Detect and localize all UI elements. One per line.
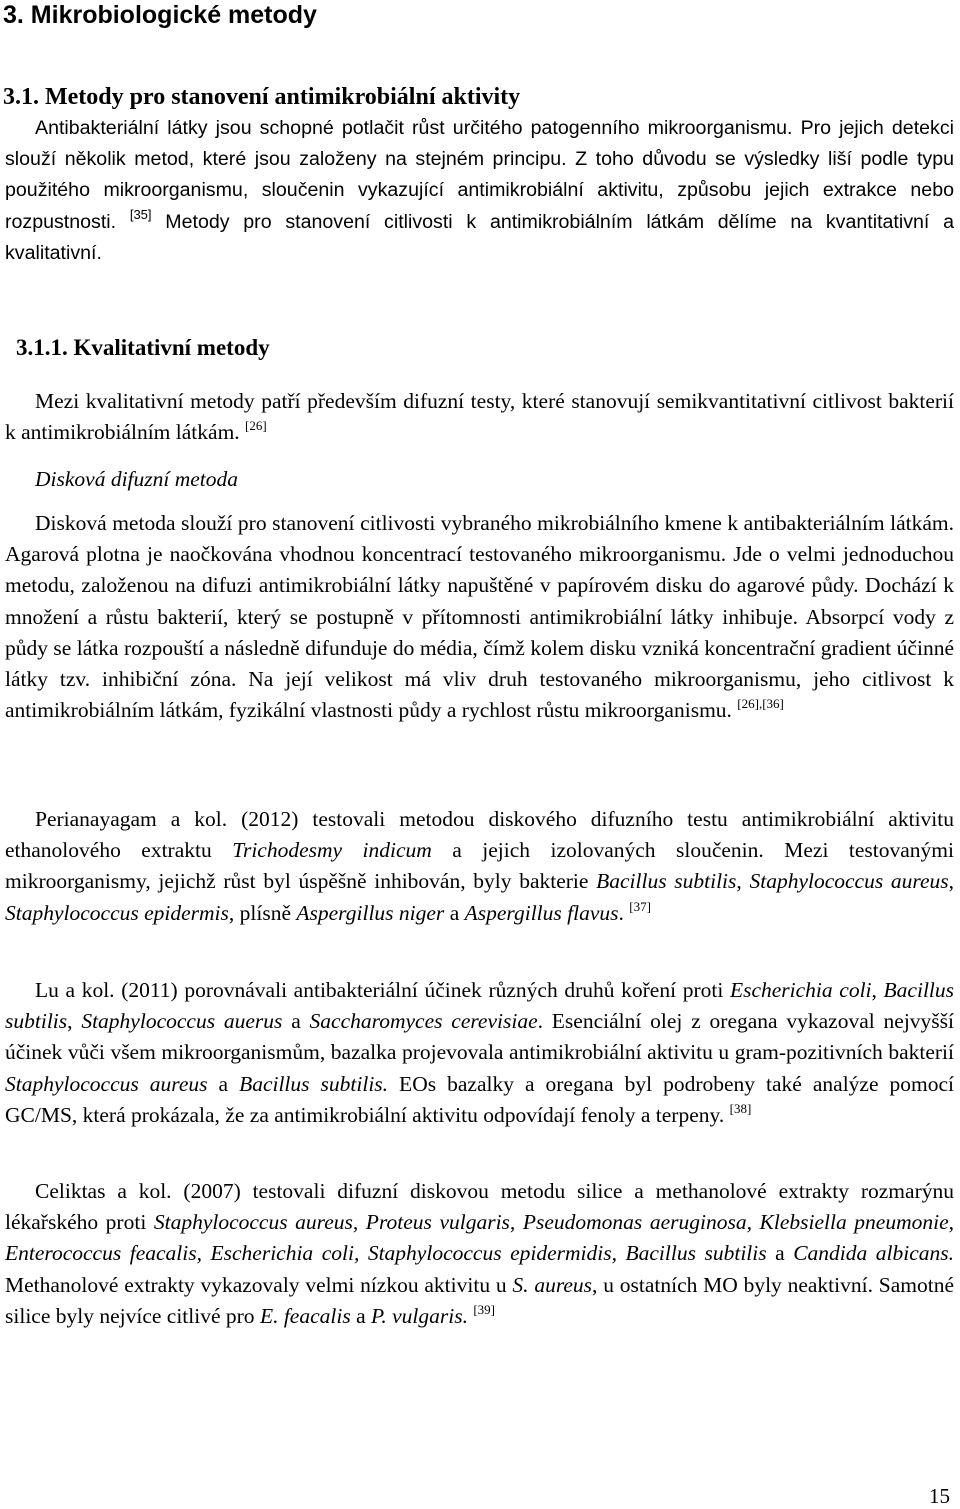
species-name: Bacillus subtilis bbox=[596, 869, 737, 894]
disk-method-text: Disková metoda slouží pro stanovení citlivosti vybraného mikrobiálního kmene k antibakteriálním látkám. Agarová plotna je naočkována vhodnou koncentrací testovaného mikroorganismu. Jde o velmi jednoduchou metodu, založenou na difuzi antimikrobiální látky napuštěné v papírovém disku do agarové půdy. Dochází k množení a růstu bakterií, který se postupně v přítomnosti antimikrobiální látky inhibuje. Absorpcí vody z půdy se látka rozpouští a následně difunduje do média, čímž kolem disku vzniká koncentrační gradient účinné látky tzv. inhibiční zóna. Na její velikost má vliv druh testovaného mikroorganismu, jeho citlivost k antimikrobiálním látkám, fyzikální vlastnosti půdy a rychlost růstu mikroorganismu. bbox=[5, 511, 954, 723]
qualitative-paragraph bbox=[5, 386, 954, 448]
chapter-title: 3. Mikrobiologické metody bbox=[3, 1, 317, 29]
qualitative-text: Mezi kvalitativní metody patří především difuzní testy, které stanovují semikvantitativní citlivost bakterií k antimikrobiálním látkám. bbox=[5, 389, 954, 445]
citation-ref: [35] bbox=[129, 206, 152, 222]
subsection-title: 3.1.1. Kvalitativní metody bbox=[16, 335, 270, 360]
celiktas-paragraph bbox=[5, 1176, 954, 1332]
section-title: 3.1. Metody pro stanovení antimikrobiální aktivity bbox=[3, 84, 521, 110]
species-name: Staphylococcus epidermis bbox=[5, 900, 229, 925]
species-name: E. feacalis bbox=[259, 1303, 351, 1328]
intro-text: Antibakteriální látky jsou schopné potlačit růst určitého patogenního mikroorganismu. Pro jejich detekci slouží několik metod, které jsou založeny na stejném principu. Z toho důvodu se výsledky liší podle typu použitého mikroorganismu, sloučenin vykazující antimikrobiální aktivitu, způsobu jejich extrakce nebo rozpustnosti. bbox=[5, 117, 954, 233]
citation-ref: [26],[36] bbox=[737, 696, 784, 712]
text-run: . Esenciální olej z oregana vykazoval nejvyšší účinek vůči všem mikroorganismům, bazalka projevovala antimikrobiální aktivitu u gram-pozitivních bakterií bbox=[5, 1009, 955, 1065]
text-run: , bbox=[67, 1009, 82, 1034]
intro-paragraph bbox=[5, 113, 954, 269]
text-run: , bbox=[871, 978, 884, 1002]
species-name: Staphylococcus aureus bbox=[5, 1071, 208, 1096]
species-name: Escherichia coli bbox=[729, 978, 872, 1002]
text-run: a jejich izolovaných sloučenin. Mezi testovanými mikroorganismy, jejichž růst byl úspěšně inhibován, byly bakterie bbox=[5, 838, 954, 894]
species-name: Aspergillus niger bbox=[296, 900, 445, 925]
citation-ref: [37] bbox=[629, 898, 651, 914]
text-run: a bbox=[766, 1241, 794, 1266]
disk-method-paragraph bbox=[5, 508, 954, 726]
species-name: S. aureus bbox=[512, 1272, 593, 1297]
intro-text-2: Metody pro stanovení citlivosti k antimikrobiálním látkám dělíme na kvantitativní a kvalitativní. bbox=[5, 210, 954, 264]
text-run: Perianayagam a kol. (2012) testovali metodou diskového difuzního testu antimikrobiální aktivitu ethanolového extraktu bbox=[5, 807, 954, 863]
text-run: , plísně bbox=[228, 900, 297, 925]
species-name: Bacillus subtilis bbox=[5, 978, 955, 1034]
species-name: Saccharomyces cerevisiae bbox=[309, 1009, 538, 1034]
species-name: Aspergillus flavus bbox=[464, 900, 619, 925]
species-name: Candida albicans. bbox=[793, 1241, 954, 1266]
species-name: Bacillus subtilis. bbox=[239, 1071, 389, 1096]
page-number: 15 bbox=[929, 1484, 950, 1508]
text-run: a bbox=[350, 1303, 371, 1328]
lu-paragraph bbox=[5, 975, 954, 1131]
text-run: a bbox=[282, 1009, 310, 1034]
text-run: , u ostatních MO byly neaktivní. Samotné silice byly nejvíce citlivé pro bbox=[5, 1272, 954, 1328]
citation-ref: [38] bbox=[729, 1100, 752, 1116]
text-run: Methanolové extrakty vykazovaly velmi nízkou aktivitu u bbox=[5, 1272, 513, 1297]
text-run: a bbox=[207, 1071, 240, 1096]
text-run: Celiktas a kol. (2007) testovali difuzní diskovou metodu silice a methanolové extrakty rozmarýnu lékařského proti bbox=[5, 1179, 954, 1235]
text-run: , bbox=[736, 869, 750, 894]
text-run: , bbox=[948, 869, 954, 894]
text-run: EOs bazalky a oregana byl podrobeny také analýze pomocí GC/MS, která prokázala, že za antimikrobiální aktivitu odpovídají fenoly a terpeny. bbox=[5, 1071, 955, 1127]
text-run: . bbox=[618, 900, 630, 925]
species-name: P. vulgaris. bbox=[371, 1303, 468, 1328]
species-name: Staphylococcus auerus bbox=[81, 1009, 283, 1034]
citation-ref: [39] bbox=[473, 1301, 496, 1317]
species-name: Trichodesmy indicum bbox=[232, 838, 432, 863]
text-run: Lu a kol. (2011) porovnávali antibakteriální účinek různých druhů koření proti bbox=[35, 978, 730, 1002]
citation-ref: [26] bbox=[245, 418, 267, 434]
text-run: a bbox=[444, 900, 465, 925]
perianayagam-paragraph bbox=[5, 804, 954, 929]
species-name: Staphylococcus aureus bbox=[749, 869, 949, 894]
species-name: Staphylococcus aureus, Proteus vulgaris, Pseudomonas aeruginosa, Klebsiella pneumonie, Enterococcus feacalis, Escherichia coli, Staphylococcus epidermidis, Bacillus subtilis bbox=[5, 1210, 954, 1266]
disk-method-heading: Disková difuzní metoda bbox=[35, 467, 239, 491]
